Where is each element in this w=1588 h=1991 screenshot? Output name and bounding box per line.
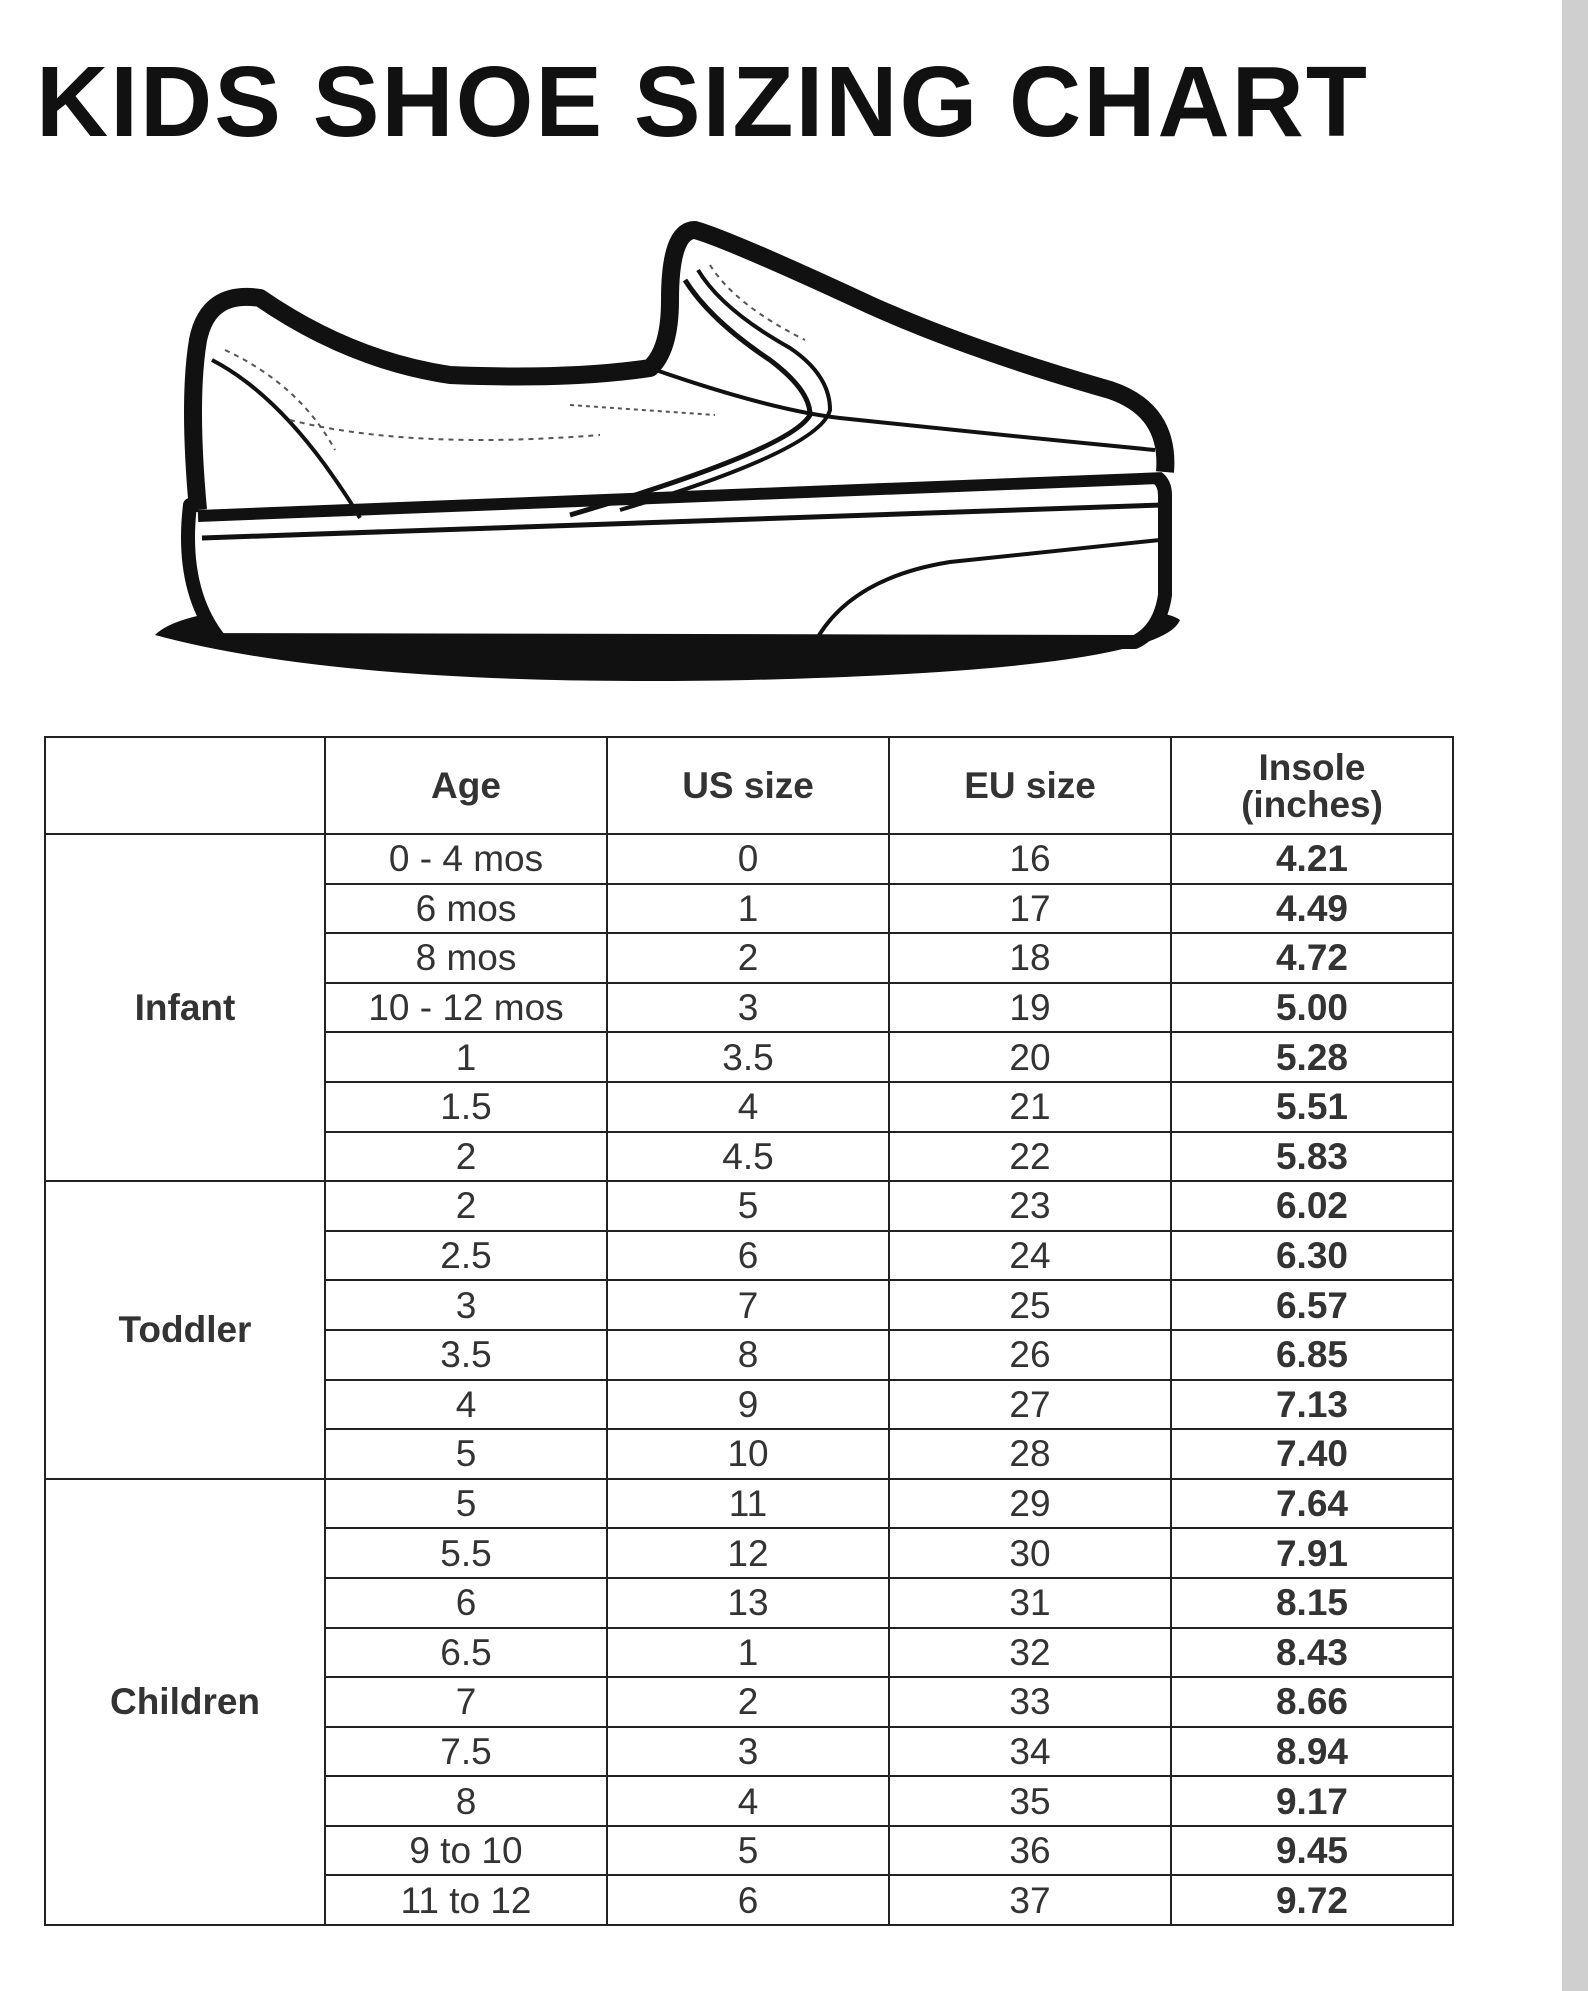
header-insole-line2: (inches) [1241,783,1383,825]
age-cell: 8 [325,1776,607,1826]
age-cell: 0 - 4 mos [325,834,607,884]
eu-size-cell: 35 [889,1776,1171,1826]
group-label: Toddler [45,1181,325,1479]
insole-cell: 6.02 [1171,1181,1453,1231]
age-cell: 2 [325,1132,607,1182]
age-cell: 3 [325,1280,607,1330]
us-size-cell: 10 [607,1429,889,1479]
table-row [45,1479,1453,1529]
insole-cell: 6.85 [1171,1330,1453,1380]
insole-cell: 5.83 [1171,1132,1453,1182]
header-insole [1171,737,1453,834]
insole-cell: 6.30 [1171,1231,1453,1281]
size-table [44,736,1454,1926]
insole-cell: 7.64 [1171,1479,1453,1529]
header-age: Age [325,737,607,834]
us-size-cell: 3.5 [607,1032,889,1082]
eu-size-cell: 22 [889,1132,1171,1182]
insole-cell: 9.17 [1171,1776,1453,1826]
header-group [45,737,325,834]
eu-size-cell: 24 [889,1231,1171,1281]
us-size-cell: 0 [607,834,889,884]
us-size-cell: 12 [607,1528,889,1578]
us-size-cell: 6 [607,1231,889,1281]
age-cell: 2.5 [325,1231,607,1281]
eu-size-cell: 17 [889,884,1171,934]
eu-size-cell: 33 [889,1677,1171,1727]
age-cell: 5.5 [325,1528,607,1578]
eu-size-cell: 19 [889,983,1171,1033]
page-edge [1562,0,1588,1991]
group-label: Children [45,1479,325,1925]
us-size-cell: 1 [607,1628,889,1678]
insole-cell: 7.40 [1171,1429,1453,1479]
insole-cell: 4.49 [1171,884,1453,934]
insole-cell: 8.43 [1171,1628,1453,1678]
insole-cell: 5.28 [1171,1032,1453,1082]
header-us-size: US size [607,737,889,834]
us-size-cell: 1 [607,884,889,934]
us-size-cell: 2 [607,933,889,983]
insole-cell: 4.21 [1171,834,1453,884]
insole-cell: 8.94 [1171,1727,1453,1777]
age-cell: 7 [325,1677,607,1727]
insole-cell: 4.72 [1171,933,1453,983]
us-size-cell: 13 [607,1578,889,1628]
age-cell: 2 [325,1181,607,1231]
age-cell: 9 to 10 [325,1826,607,1876]
insole-cell: 5.51 [1171,1082,1453,1132]
eu-size-cell: 26 [889,1330,1171,1380]
us-size-cell: 4 [607,1082,889,1132]
size-table-body [45,834,1453,1925]
eu-size-cell: 32 [889,1628,1171,1678]
eu-size-cell: 31 [889,1578,1171,1628]
us-size-cell: 5 [607,1181,889,1231]
us-size-cell: 4 [607,1776,889,1826]
eu-size-cell: 37 [889,1875,1171,1925]
age-cell: 10 - 12 mos [325,983,607,1033]
age-cell: 6 [325,1578,607,1628]
age-cell: 7.5 [325,1727,607,1777]
header-row [45,737,1453,834]
us-size-cell: 11 [607,1479,889,1529]
header-eu-size: EU size [889,737,1171,834]
eu-size-cell: 25 [889,1280,1171,1330]
eu-size-cell: 18 [889,933,1171,983]
eu-size-cell: 20 [889,1032,1171,1082]
us-size-cell: 4.5 [607,1132,889,1182]
insole-cell: 6.57 [1171,1280,1453,1330]
us-size-cell: 3 [607,983,889,1033]
table-row [45,1181,1453,1231]
us-size-cell: 5 [607,1826,889,1876]
insole-cell: 8.15 [1171,1578,1453,1628]
us-size-cell: 9 [607,1380,889,1430]
slip-on-shoe-icon [150,210,1350,710]
eu-size-cell: 29 [889,1479,1171,1529]
age-cell: 3.5 [325,1330,607,1380]
insole-cell: 7.13 [1171,1380,1453,1430]
us-size-cell: 3 [607,1727,889,1777]
us-size-cell: 6 [607,1875,889,1925]
age-cell: 11 to 12 [325,1875,607,1925]
insole-cell: 8.66 [1171,1677,1453,1727]
age-cell: 5 [325,1479,607,1529]
insole-cell: 9.45 [1171,1826,1453,1876]
age-cell: 4 [325,1380,607,1430]
eu-size-cell: 36 [889,1826,1171,1876]
eu-size-cell: 27 [889,1380,1171,1430]
us-size-cell: 8 [607,1330,889,1380]
insole-cell: 9.72 [1171,1875,1453,1925]
eu-size-cell: 21 [889,1082,1171,1132]
insole-cell: 7.91 [1171,1528,1453,1578]
age-cell: 8 mos [325,933,607,983]
eu-size-cell: 23 [889,1181,1171,1231]
header-insole-line1: Insole [1258,746,1366,788]
group-label: Infant [45,834,325,1181]
eu-size-cell: 30 [889,1528,1171,1578]
age-cell: 6.5 [325,1628,607,1678]
eu-size-cell: 28 [889,1429,1171,1479]
page-title: KIDS SHOE SIZING CHART [36,46,1369,158]
age-cell: 5 [325,1429,607,1479]
eu-size-cell: 34 [889,1727,1171,1777]
age-cell: 1 [325,1032,607,1082]
table-row [45,834,1453,884]
insole-cell: 5.00 [1171,983,1453,1033]
age-cell: 6 mos [325,884,607,934]
eu-size-cell: 16 [889,834,1171,884]
age-cell: 1.5 [325,1082,607,1132]
us-size-cell: 2 [607,1677,889,1727]
us-size-cell: 7 [607,1280,889,1330]
